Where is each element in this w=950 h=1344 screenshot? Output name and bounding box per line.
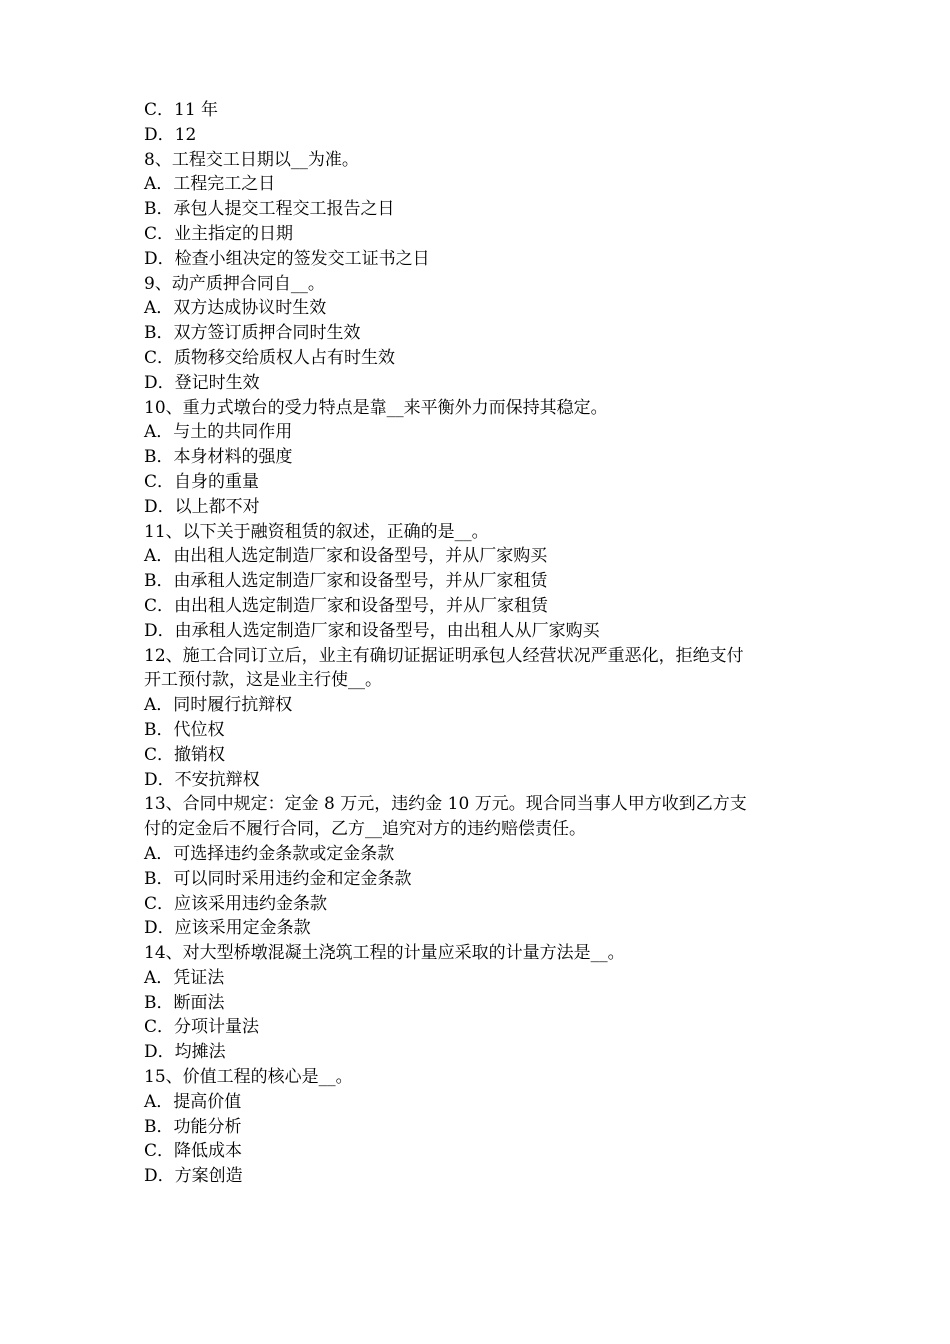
option-d-q8: D．检查小组决定的签发交工证书之日 xyxy=(144,248,430,269)
option-b-q11: B．由承租人选定制造厂家和设备型号，并从厂家租赁 xyxy=(144,571,548,592)
option-c-q15: C．降低成本 xyxy=(144,1141,243,1162)
option-d-q15: D．方案创造 xyxy=(144,1166,243,1187)
option-c-q9: C．质物移交给质权人占有时生效 xyxy=(144,347,396,368)
option-a-q12: A．同时履行抗辩权 xyxy=(144,695,293,716)
question-10: 10、重力式墩台的受力特点是靠__来平衡外力而保持其稳定。 xyxy=(144,397,608,418)
option-c-q8: C．业主指定的日期 xyxy=(144,223,294,244)
option-c-q7: C．11 年 xyxy=(144,100,219,120)
option-c-q12: C．撤销权 xyxy=(144,744,226,765)
question-14: 14、对大型桥墩混凝土浇筑工程的计量应采取的计量方法是__。 xyxy=(144,943,625,964)
option-b-q15: B．功能分析 xyxy=(144,1116,242,1137)
question-9: 9、动产质押合同自__。 xyxy=(144,273,325,294)
option-a-q13: A．可选择违约金条款或定金条款 xyxy=(144,843,395,864)
option-d-q9: D．登记时生效 xyxy=(144,372,260,393)
question-13-line-2: 付的定金后不履行合同，乙方__追究对方的违约赔偿责任。 xyxy=(144,819,586,840)
option-d-q13: D．应该采用定金条款 xyxy=(144,918,311,939)
option-b-q13: B．可以同时采用违约金和定金条款 xyxy=(144,868,412,889)
option-a-q8: A．工程完工之日 xyxy=(144,174,276,195)
option-c-q11: C．由出租人选定制造厂家和设备型号，并从厂家租赁 xyxy=(144,595,549,616)
option-a-q10: A．与土的共同作用 xyxy=(144,422,293,443)
option-c-q14: C．分项计量法 xyxy=(144,1017,260,1038)
option-d-q11: D．由承租人选定制造厂家和设备型号，由出租人从厂家购买 xyxy=(144,620,600,641)
option-d-q12: D．不安抗辩权 xyxy=(144,769,260,790)
option-d-q10: D．以上都不对 xyxy=(144,496,260,517)
option-b-q10: B．本身材料的强度 xyxy=(144,447,293,468)
option-a-q14: A．凭证法 xyxy=(144,967,225,988)
question-15: 15、价值工程的核心是__。 xyxy=(144,1067,353,1088)
question-13-line-1: 13、合同中规定：定金 8 万元，违约金 10 万元。现合同当事人甲方收到乙方支 xyxy=(144,794,747,815)
question-8: 8、工程交工日期以__为准。 xyxy=(144,149,359,170)
question-12-line-2: 开工预付款，这是业主行使__。 xyxy=(144,670,382,691)
option-b-q14: B．断面法 xyxy=(144,992,225,1013)
option-b-q9: B．双方签订质押合同时生效 xyxy=(144,323,361,344)
question-11: 11、以下关于融资租赁的叙述，正确的是__。 xyxy=(144,521,489,542)
question-12-line-1: 12、施工合同订立后，业主有确切证据证明承包人经营状况严重恶化，拒绝支付 xyxy=(144,645,744,666)
option-a-q15: A．提高价值 xyxy=(144,1091,242,1112)
document-page xyxy=(144,98,814,1189)
option-b-q12: B．代位权 xyxy=(144,719,225,740)
option-c-q13: C．应该采用违约金条款 xyxy=(144,893,328,914)
option-c-q10: C．自身的重量 xyxy=(144,471,260,492)
option-a-q9: A．双方达成协议时生效 xyxy=(144,298,327,319)
option-a-q11: A．由出租人选定制造厂家和设备型号，并从厂家购买 xyxy=(144,546,548,567)
option-d-q14: D．均摊法 xyxy=(144,1042,226,1063)
option-b-q8: B．承包人提交工程交工报告之日 xyxy=(144,199,395,220)
option-d-q7: D．12 xyxy=(144,124,197,145)
